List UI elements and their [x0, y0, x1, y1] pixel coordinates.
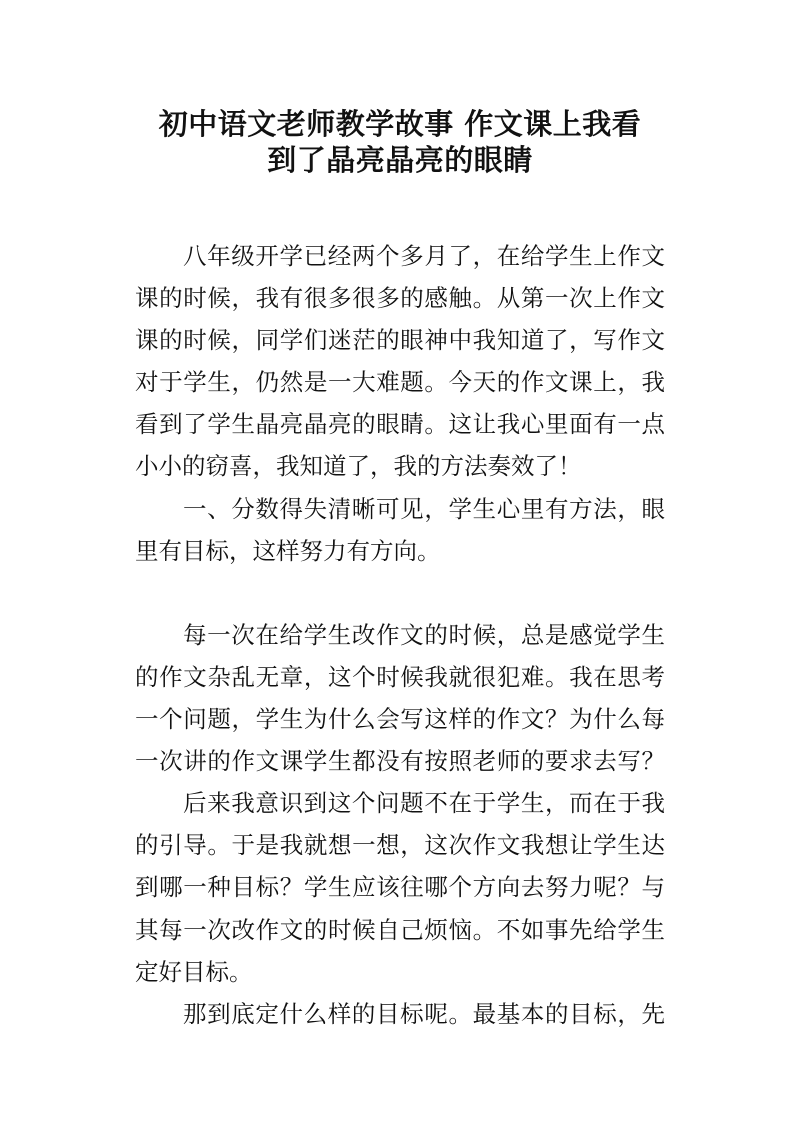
paragraph-2 [135, 488, 665, 572]
title-line-2: 到了晶亮晶亮的眼睛 [267, 143, 533, 177]
text-line: 的作文杂乱无章，这个时候我就很犯难。我在思考 [135, 662, 665, 691]
document-body [135, 235, 665, 1035]
text-line: 看到了学生晶亮晶亮的眼睛。这让我心里面有一点 [135, 410, 665, 439]
paragraph-1 [135, 235, 665, 488]
document-title [120, 106, 680, 178]
paragraph-5 [135, 993, 665, 1035]
text-line: 对于学生，仍然是一大难题。今天的作文课上，我 [135, 368, 665, 397]
text-line: 每一次在给学生改作文的时候，总是感觉学生 [183, 620, 665, 649]
title-line-1: 初中语文老师教学故事 作文课上我看 [158, 107, 642, 141]
text-line: 课的时候，我有很多很多的感触。从第一次上作文 [135, 284, 665, 313]
paragraph-4 [135, 782, 665, 992]
text-line: 的引导。于是我就想一想，这次作文我想让学生达 [135, 831, 665, 860]
text-line: 小小的窃喜，我知道了，我的方法奏效了！ [135, 452, 582, 481]
text-line: 后来我意识到这个问题不在于学生，而在于我 [183, 789, 665, 818]
paragraph-3 [135, 614, 665, 782]
text-line: 一次讲的作文课学生都没有按照老师的要求去写？ [135, 747, 665, 776]
text-line: 到哪一种目标？学生应该往哪个方向去努力呢？与 [135, 873, 665, 902]
text-line: 课的时候，同学们迷茫的眼神中我知道了，写作文 [135, 326, 665, 355]
text-line: 其每一次改作文的时候自己烦恼。不如事先给学生 [135, 915, 665, 944]
text-line: 八年级开学已经两个多月了，在给学生上作文 [183, 242, 665, 270]
text-line: 里有目标，这样努力有方向。 [135, 536, 441, 565]
text-line: 一个问题，学生为什么会写这样的作文？为什么每 [135, 705, 665, 734]
text-line: 一、分数得失清晰可见，学生心里有方法，眼 [183, 494, 665, 523]
text-line: 定好目标。 [135, 957, 253, 986]
blank-line [135, 572, 665, 614]
text-line: 那到底定什么样的目标呢。最基本的目标，先 [183, 999, 665, 1028]
